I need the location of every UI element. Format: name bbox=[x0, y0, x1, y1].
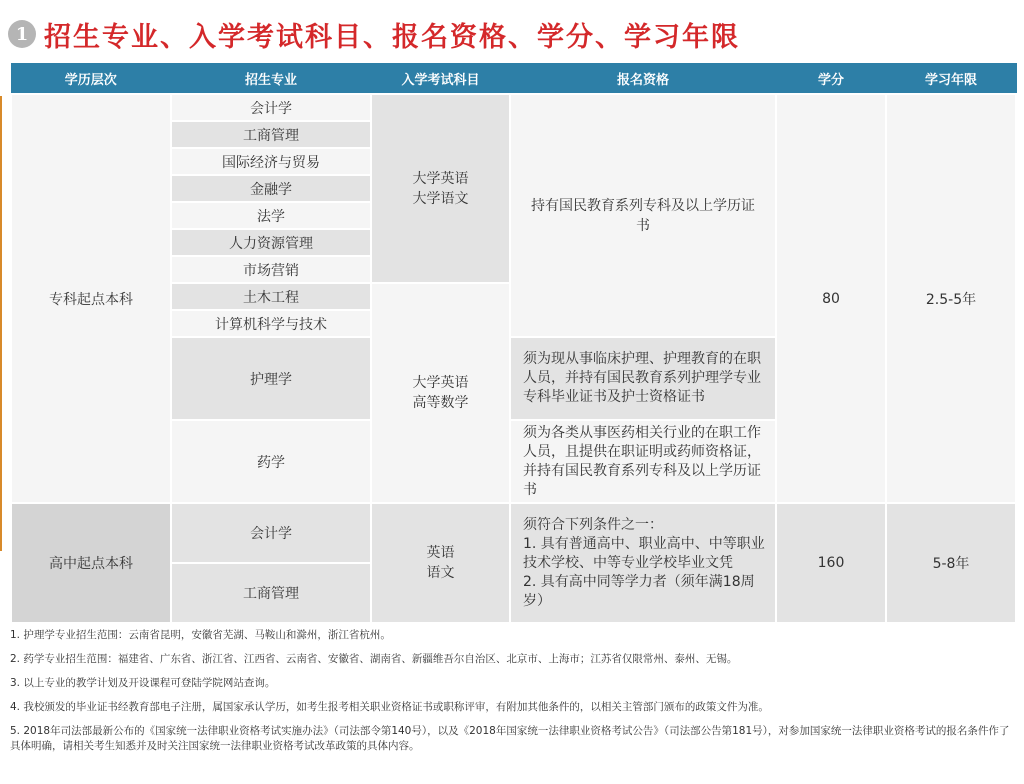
major-cell: 市场营销 bbox=[171, 256, 371, 283]
major-cell: 工商管理 bbox=[171, 563, 371, 623]
major-cell: 护理学 bbox=[171, 337, 371, 420]
enrollment-table bbox=[10, 63, 1017, 624]
note-item: 3. 以上专业的教学计划及开设课程可登陆学院网站查询。 bbox=[10, 677, 276, 689]
exam-cell-1: 大学英语 大学语文 bbox=[371, 94, 510, 283]
credits-cell-gqb: 160 bbox=[776, 503, 886, 623]
left-accent-bar bbox=[0, 96, 2, 551]
major-cell: 法学 bbox=[171, 202, 371, 229]
major-cell: 国际经济与贸易 bbox=[171, 148, 371, 175]
table-row bbox=[11, 94, 1016, 121]
col-header-level: 学历层次 bbox=[11, 63, 171, 94]
note-item: 5. 2018年司法部最新公布的《国家统一法律职业资格考试实施办法》（司法部令第140号），以及《2018年国家统一法律职业资格考试公告》（司法部公告第181号），对参加国家统一法律职业资格考试的报名条件作了具体明确，请相关考生知悉并及时关注国家统一法律职业资格考试改革政策的具体内容。 bbox=[10, 725, 1010, 752]
col-header-credits: 学分 bbox=[776, 63, 886, 94]
section-header bbox=[8, 12, 740, 56]
qualification-cell-pharmacy: 须为各类从事医药相关行业的在职工作人员，且提供在职证明或药师资格证，并持有国民教育系列专科及以上学历证书 bbox=[510, 420, 776, 503]
col-header-years: 学习年限 bbox=[886, 63, 1016, 94]
exam-cell-2: 大学英语 高等数学 bbox=[371, 283, 510, 503]
major-cell: 工商管理 bbox=[171, 121, 371, 148]
major-cell: 会计学 bbox=[171, 94, 371, 121]
major-cell: 土木工程 bbox=[171, 283, 371, 310]
qualification-cell-gqb: 须符合下列条件之一： 1. 具有普通高中、职业高中、中等职业技术学校、中等专业学校毕业文凭 2. 具有高中同等学力者（须年满18周岁） bbox=[510, 503, 776, 623]
col-header-qualification: 报名资格 bbox=[510, 63, 776, 94]
section-number-badge: 1 bbox=[8, 20, 36, 48]
credits-cell-zsb: 80 bbox=[776, 94, 886, 503]
major-cell: 金融学 bbox=[171, 175, 371, 202]
years-cell-zsb: 2.5-5年 bbox=[886, 94, 1016, 503]
major-cell: 计算机科学与技术 bbox=[171, 310, 371, 337]
col-header-major: 招生专业 bbox=[171, 63, 371, 94]
major-cell: 药学 bbox=[171, 420, 371, 503]
table-header-row bbox=[11, 63, 1016, 94]
exam-cell-gqb: 英语 语文 bbox=[371, 503, 510, 623]
qualification-cell-general: 持有国民教育系列专科及以上学历证书 bbox=[510, 94, 776, 337]
table-row bbox=[11, 503, 1016, 563]
qualification-cell-nursing: 须为现从事临床护理、护理教育的在职人员，并持有国民教育系列护理学专业专科毕业证书及护士资格证书 bbox=[510, 337, 776, 420]
col-header-exam: 入学考试科目 bbox=[371, 63, 510, 94]
note-item: 1. 护理学专业招生范围：云南省昆明，安徽省芜湖、马鞍山和滁州，浙江省杭州。 bbox=[10, 629, 391, 641]
major-cell: 人力资源管理 bbox=[171, 229, 371, 256]
level-cell-gqb: 高中起点本科 bbox=[11, 503, 171, 623]
note-item: 2. 药学专业招生范围：福建省、广东省、浙江省、江西省、云南省、安徽省、湖南省、新疆维吾尔自治区、北京市、上海市；江苏省仅限常州、泰州、无锡。 bbox=[10, 653, 738, 665]
section-title: 招生专业、入学考试科目、报名资格、学分、学习年限 bbox=[44, 21, 740, 53]
note-item: 4. 我校颁发的毕业证书经教育部电子注册，属国家承认学历，如考生报考相关职业资格证书或职称评审，有附加其他条件的，以相关主管部门颁布的政策文件为准。 bbox=[10, 701, 769, 713]
major-cell: 会计学 bbox=[171, 503, 371, 563]
level-cell-zsb: 专科起点本科 bbox=[11, 94, 171, 503]
years-cell-gqb: 5-8年 bbox=[886, 503, 1016, 623]
notes-section bbox=[10, 628, 1015, 763]
